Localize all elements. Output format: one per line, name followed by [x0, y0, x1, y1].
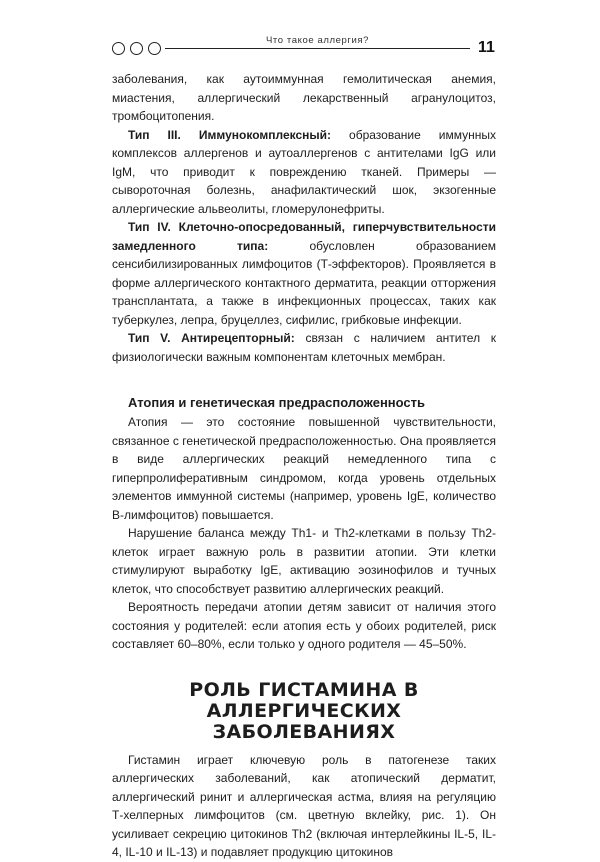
paragraph-type-3 — [112, 126, 496, 219]
page-body — [112, 70, 496, 862]
paragraph-type-5 — [112, 329, 496, 366]
page-number: 11 — [478, 39, 495, 56]
paragraph: Нарушение баланса между Th1- и Th2-клетками в пользу Th2-клеток играет важную роль в развитии атопии. Эти клетки стимулируют выработку IgE, активацию эозинофилов и тучных клеток, что способствует развитию аллергических реакций. — [112, 526, 496, 596]
circle-icon — [148, 42, 161, 55]
heading-line: РОЛЬ ГИСТАМИНА В АЛЛЕРГИЧЕСКИХ — [189, 678, 419, 722]
page-header — [0, 0, 600, 70]
type-text: связан с наличием антител к физиологически важным компонентам клеточных мембран. — [112, 331, 497, 364]
heading-line: ЗАБОЛЕВАНИЯХ — [212, 720, 396, 743]
paragraph: заболевания, как аутоиммунная гемолитическая анемия, миастения, аллергический лекарственный агранулоцитоз, тромбоцитопения. — [112, 72, 496, 123]
type-text: образование иммунных комплексов аллергенов и аутоаллергенов с антителами IgG или IgM, что приводит к повреждению тканей. Примеры — сывороточная болезнь, анафилактический шок, экзогенные аллергические альвеолиты, гломерулонефриты. — [112, 127, 496, 216]
circle-icon — [130, 42, 143, 55]
type-label: Тип IV. Клеточно-опосредованный, гиперчувствительности замедленного типа: — [112, 220, 496, 253]
chapter-heading-histamine — [112, 680, 496, 743]
section-heading-atopy: Атопия и генетическая предрасположенность — [128, 395, 426, 410]
type-label: Тип V. Антирецепторный: — [128, 331, 295, 345]
paragraph-type-4 — [112, 218, 496, 329]
running-title: Что такое аллергия? — [265, 35, 370, 46]
header-rule — [165, 48, 470, 49]
type-label: Тип III. Иммунокомплексный: — [128, 127, 332, 142]
circle-icon — [112, 42, 125, 55]
paragraph: Гистамин играет ключевую роль в патогенезе таких аллергических заболеваний, как атопический дерматит, аллергический ринит и аллергическая астма, влияя на регуляцию Т-хелперных лимфоцитов (см. цветную вклейку, рис. 1). Он усиливает секрецию цитокинов Th2 (включая интерлейкины IL-5, IL-4, IL-10 и IL-13) и подавляет продукцию цитокинов — [112, 752, 496, 859]
type-text: обусловлен образованием сенсибилизированных лимфоцитов (Т-эффекторов). Проявляется в форме аллергического контактного дерматита, реакции отторжения трансплантата, а также в инфекционных процессах, таких как туберкулез, лепра, бруцеллез, сифилис, грибковые инфекции. — [112, 238, 497, 327]
paragraph: Атопия — это состояние повышенной чувствительности, связанное с генетической предрасположенностью. Она проявляется в виде аллергических реакций немедленного типа с гиперпролиферативным синдромом, когда уровень отдельных элементов иммунной системы (например, уровень IgE, количество В-лимфоцитов) повышается. — [112, 415, 496, 522]
paragraph: Вероятность передачи атопии детям зависит от наличия этого состояния у родителей: если атопия есть у обоих родителей, риск составляет 60–80%, если только у одного родителя — 45–50%. — [112, 600, 496, 651]
